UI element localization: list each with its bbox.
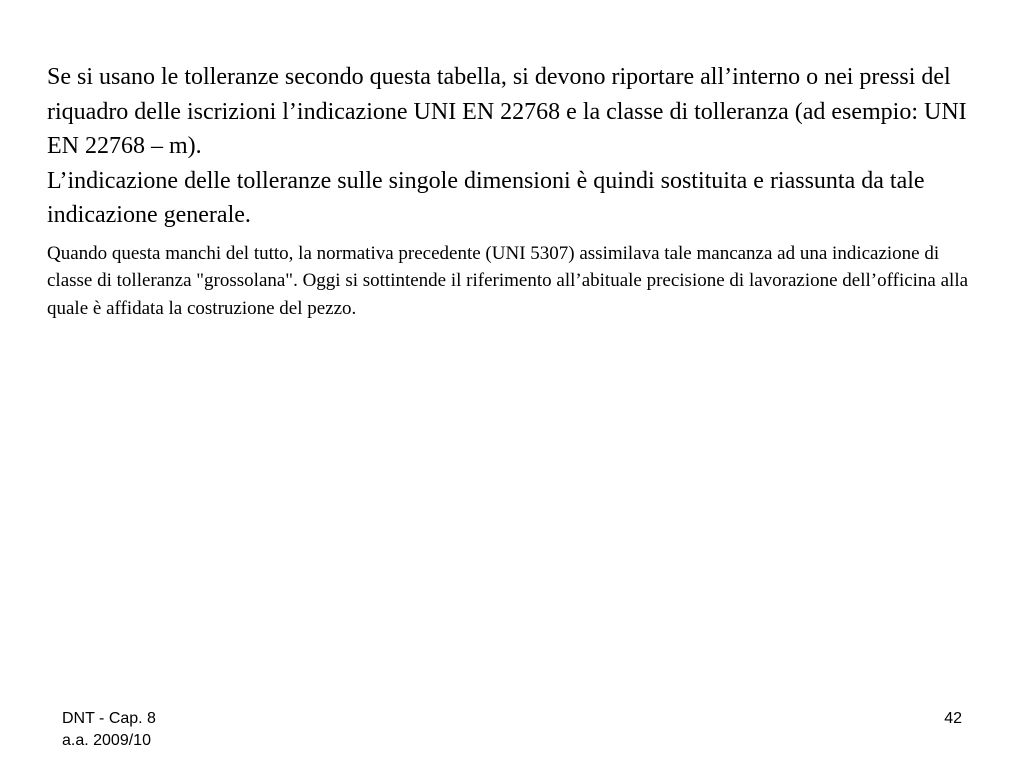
footer-academic-year: a.a. 2009/10	[62, 732, 151, 749]
page-number: 42	[944, 710, 962, 727]
footer-course: DNT - Cap. 8	[62, 710, 156, 727]
footer-course-info	[62, 708, 156, 752]
body-paragraph-1: Se si usano le tolleranze secondo questa tabella, si devono riportare all’interno o nei pressi del riquadro delle iscrizioni l’indicazione UNI EN 22768 e la classe di tolleranza (ad esempio: UNI EN 22768 – m).	[47, 64, 967, 159]
slide-body	[47, 60, 977, 322]
body-paragraph-2: L’indicazione delle tolleranze sulle singole dimensioni è quindi sostituita e riassunta da tale indicazione generale.	[47, 167, 925, 228]
body-paragraph-3: Quando questa manchi del tutto, la normativa precedente (UNI 5307) assimilava tale mancanza ad una indicazione di classe di tolleranza "grossolana". Oggi si sottintende il riferimento all’abituale precisione di lavorazione dell’officina alla quale è affidata la costruzione del pezzo.	[47, 242, 969, 319]
